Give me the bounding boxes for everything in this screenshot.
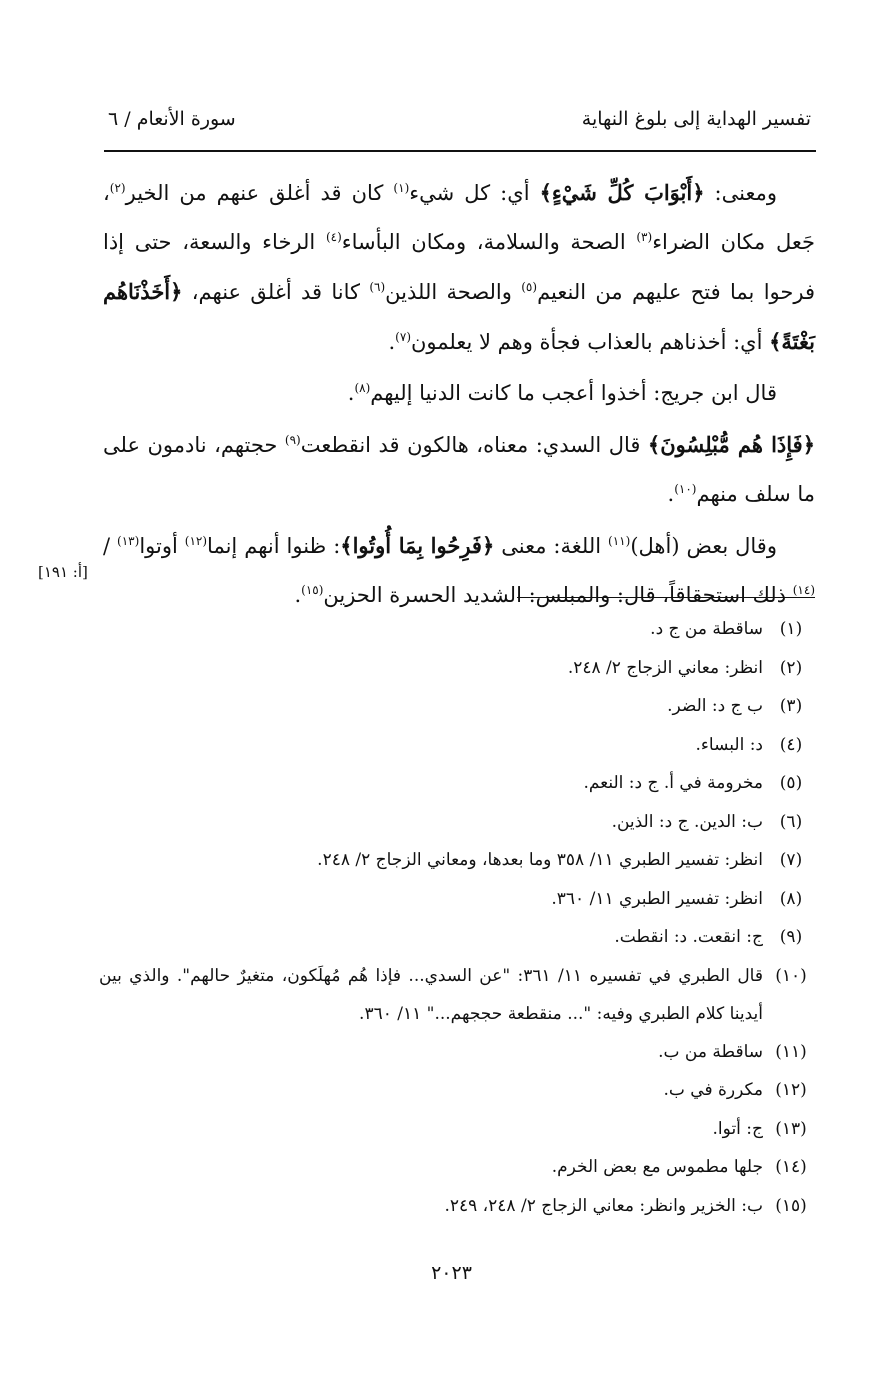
- footnote-item: [99, 610, 819, 649]
- text: أي: أخذناهم بالعذاب فجأة وهم لا يعلمون: [411, 330, 770, 354]
- footnote-text: ساقطة من ب.: [658, 1041, 763, 1062]
- footnote-number: (٦): [779, 811, 803, 832]
- text: وقال بعض (أهل): [630, 534, 777, 558]
- footnote-ref: (٧): [395, 330, 411, 344]
- footnote-text: ج: أتوا.: [712, 1118, 763, 1139]
- text: اللغة: معنى: [494, 534, 609, 558]
- footnote-item: [99, 1187, 819, 1226]
- page-number: ٢٠٢٣: [431, 1262, 472, 1284]
- footnote-item: [99, 726, 819, 765]
- footnote-separator: [517, 597, 815, 598]
- footnote-item: [99, 764, 819, 803]
- footnote-text: مخرومة في أ. ج د: النعم.: [583, 773, 763, 793]
- footnote-text: ب: الدين. ج د: الذين.: [611, 811, 763, 832]
- footnote-text: جلها مطموس مع بعض الخرم.: [551, 1157, 763, 1177]
- footnotes: [99, 610, 819, 1225]
- manuscript-folio-ref: [أ: ١٩١]: [38, 563, 88, 581]
- footnote-number: (٣): [779, 696, 803, 716]
- text: أي: كل شيء: [409, 181, 540, 205]
- paragraph-2: [103, 369, 815, 418]
- footnote-ref: (٤): [325, 230, 342, 244]
- footnote-number: (٩): [779, 927, 803, 947]
- quran-quote: ﴿أَخَذْنَاهُم بَغْتَةً﴾: [103, 279, 815, 354]
- text: كانا قد أغلق عنهم،: [182, 280, 370, 304]
- footnote-text: ب ج د: الضر.: [667, 696, 763, 716]
- footnote-item: [99, 649, 819, 688]
- text: قال السدي: معناه، هالكون قد انقطعت: [300, 433, 648, 457]
- footnote-ref: (١٥): [301, 583, 324, 597]
- footnote-text: ج: انقعت. د: انقطت.: [614, 927, 763, 947]
- footnote-number: (١٤): [775, 1157, 807, 1177]
- text: .: [294, 583, 302, 607]
- header-rule: [104, 150, 816, 152]
- text: حجتهم، نادمون على ما سلف منهم: [103, 433, 815, 506]
- footnote-item: [99, 957, 819, 1033]
- footnote-text: ساقطة من ج د.: [650, 619, 763, 639]
- footnote-number: (١): [779, 619, 803, 639]
- footnote-ref: (١٤): [792, 583, 815, 597]
- footnote-item: [99, 841, 819, 880]
- footnote-text: انظر: تفسير الطبري ١١/ ٣٥٨ وما بعدها، ومعاني الزجاج ٢/ ٢٤٨.: [317, 850, 763, 870]
- paragraph-4: [103, 521, 815, 620]
- footnote-item: [99, 1110, 819, 1149]
- footnote-item: [99, 1071, 819, 1110]
- footnote-number: (١١): [775, 1041, 807, 1062]
- footnote-text: انظر: معاني الزجاج ٢/ ٢٤٨.: [567, 657, 763, 678]
- footnote-item: [99, 687, 819, 726]
- running-title: تفسير الهداية إلى بلوغ النهاية: [581, 108, 811, 130]
- text: ذلك استحقاقاً، قال: والمبلس: الشديد الحسرة الحزين: [323, 583, 793, 607]
- footnote-item: [99, 1148, 819, 1187]
- footnote-ref: (٩): [284, 433, 301, 447]
- text: ، جَعل مكان الضراء: [103, 181, 815, 254]
- footnote-text: قال الطبري في تفسيره ١١/ ٣٦١: "عن السدي... فإذا هُم مُهلَكون، متغيرٌ حالهم". والذي بين أيدينا كلام الطبري وفيه: "... منقطعة حججهم..." ١١/ ٣٦٠.: [99, 965, 763, 1024]
- main-text: [103, 168, 815, 620]
- footnote-item: [99, 803, 819, 842]
- footnote-ref: (٦): [369, 280, 386, 294]
- footnote-number: (١٢): [775, 1080, 807, 1100]
- text: والصحة اللذين: [385, 280, 522, 304]
- footnote-text: مكررة في ب.: [663, 1080, 763, 1100]
- text: الصحة والسلامة، ومكان البأساء: [341, 230, 637, 254]
- paragraph-3: [103, 420, 815, 519]
- footnote-ref: (٣): [636, 230, 653, 244]
- paragraph-1: [103, 168, 815, 367]
- text: .: [667, 482, 675, 506]
- footnote-item: [99, 880, 819, 919]
- text: أوتوا: [139, 534, 185, 558]
- footnote-ref: (٢): [109, 181, 126, 195]
- footnote-ref: (١): [393, 181, 410, 195]
- text: .: [347, 381, 355, 405]
- quran-quote: ﴿فَإِذَا هُم مُّبْلِسُونَ﴾: [647, 432, 815, 457]
- footnote-number: (٤): [779, 734, 803, 755]
- footnote-text: د: البساء.: [695, 734, 763, 755]
- footnote-number: (٧): [779, 850, 803, 870]
- quran-quote: ﴿أَبْوَابَ كُلِّ شَيْءٍ﴾: [539, 180, 705, 205]
- footnote-ref: (١٠): [674, 482, 697, 496]
- text: قال ابن جريج: أخذوا أعجب ما كانت الدنيا إليهم: [370, 381, 777, 405]
- text: .: [388, 330, 396, 354]
- footnote-item: [99, 1033, 819, 1072]
- text: : ظنوا أنهم إنما: [207, 534, 341, 558]
- surah-label: سورة الأنعام / ٦: [108, 108, 236, 130]
- text: كان قد أغلق عنهم من الخير: [125, 181, 394, 205]
- footnote-number: (١٥): [775, 1195, 807, 1216]
- footnote-number: (٥): [779, 773, 803, 793]
- text: ومعنى:: [704, 181, 777, 205]
- quran-quote: ﴿فَرِحُوا بِمَا أُوتُوا﴾: [340, 533, 495, 558]
- footnote-ref: (١٣): [117, 534, 140, 548]
- footnote-text: انظر: تفسير الطبري ١١/ ٣٦٠.: [551, 888, 763, 909]
- footnote-text: ب: الخزير وانظر: معاني الزجاج ٢/ ٢٤٨، ٢٤٩.: [444, 1195, 763, 1216]
- footnote-ref: (١٢): [184, 534, 208, 548]
- footnote-number: (٨): [779, 888, 803, 909]
- footnote-ref: (٨): [354, 381, 371, 395]
- footnote-number: (٢): [779, 657, 803, 678]
- footnote-ref: (١١): [608, 534, 631, 548]
- footnote-ref: (٥): [521, 280, 538, 294]
- footnote-item: [99, 918, 819, 957]
- footnote-number: (١٣): [775, 1118, 807, 1139]
- footnote-number: (١٠): [775, 965, 807, 986]
- text: /: [103, 534, 118, 558]
- text: الرخاء والسعة، حتى إذا فرحوا بما فتح عليهم من النعيم: [103, 230, 815, 304]
